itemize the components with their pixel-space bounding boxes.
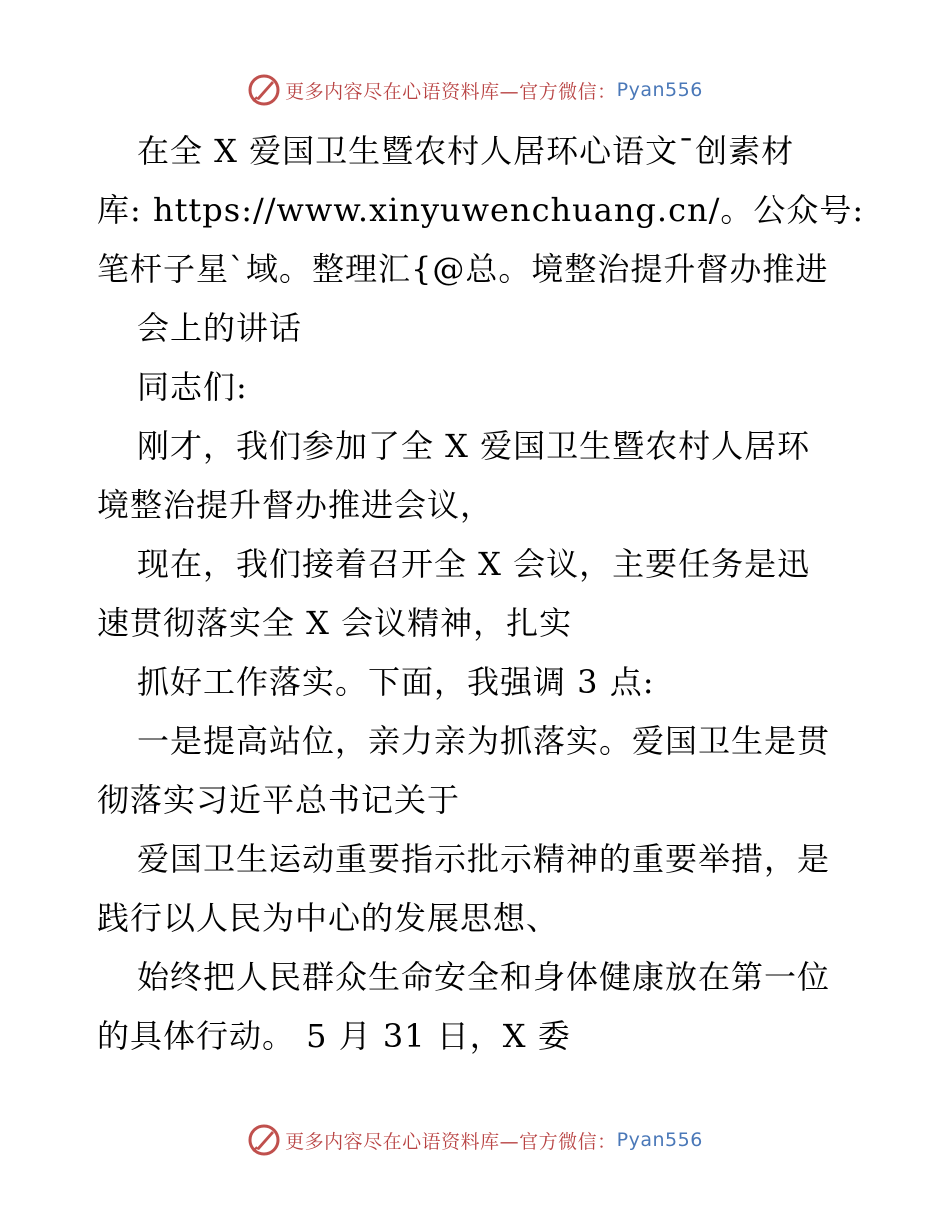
footer-wechat-id: Pyan556	[616, 1129, 703, 1151]
text-line: 彻落实习近平总书记关于	[97, 781, 461, 819]
text-line: 一是提高站位，亲力亲为抓落实。爱国卫生是贯	[137, 722, 831, 760]
quill-pen-logo-icon	[247, 1123, 281, 1157]
text-line: 境整治提升督办推进会议，	[97, 486, 494, 524]
text-line: 现在，我们接着召开全 X 会议，主要任务是迅	[137, 545, 811, 583]
document-body	[97, 122, 867, 1066]
text-line: 笔杆子星`域。整理汇{@总。境整治提升督办推进	[97, 250, 829, 288]
text-line: 抓好工作落实。下面，我强调 3 点:	[137, 663, 655, 701]
footer-banner	[0, 1120, 950, 1160]
header-wechat-id: Pyan556	[616, 79, 703, 101]
footer-banner-text: 更多内容尽在心语资料库—官方微信：	[285, 1130, 617, 1153]
text-line: 速贯彻落实全 X 会议精神，扎实	[97, 604, 573, 642]
text-line: 同志们:	[137, 368, 248, 406]
text-line: 会上的讲话	[137, 309, 303, 347]
header-banner	[0, 70, 950, 110]
text-line: 践行以人民为中心的发展思想、	[97, 899, 560, 937]
text-line: 始终把人民群众生命安全和身体健康放在第一位	[137, 958, 831, 996]
quill-pen-logo-icon	[247, 73, 281, 107]
text-line: 刚才，我们参加了全 X 爱国卫生暨农村人居环	[137, 427, 811, 465]
header-banner-text: 更多内容尽在心语资料库—官方微信：	[285, 80, 617, 103]
text-line: 爱国卫生运动重要指示批示精神的重要举措，是	[137, 840, 831, 878]
text-line: 库: https://www.xinyuwenchuang.cn/。公众号:	[97, 191, 865, 229]
text-line: 的具体行动。 5 月 31 日，X 委	[97, 1017, 571, 1055]
text-line: 在全 X 爱国卫生暨农村人居环心语文¯创素材	[137, 132, 795, 170]
